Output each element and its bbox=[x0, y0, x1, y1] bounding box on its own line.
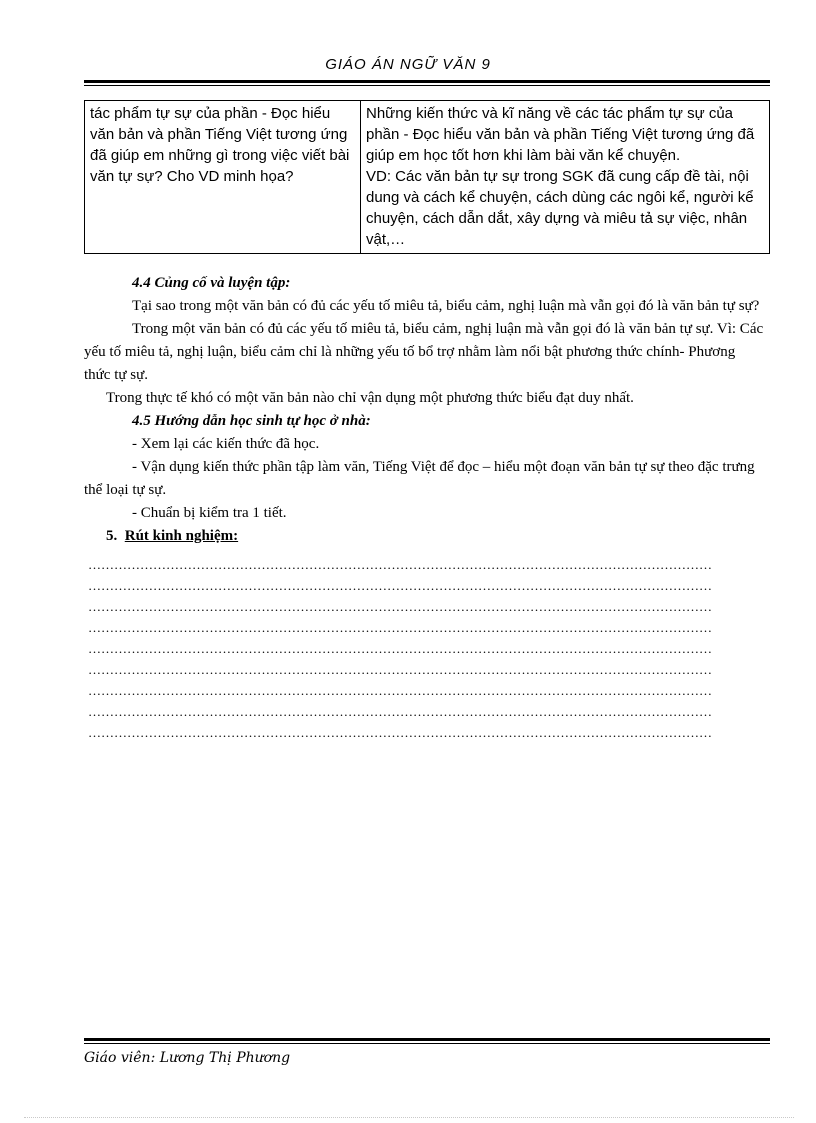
lesson-body bbox=[84, 272, 764, 743]
dotted-line: ……………………………………………………………………………………………………………………………… bbox=[88, 599, 712, 614]
dotted-line: ……………………………………………………………………………………………………………………………… bbox=[88, 578, 712, 593]
footer-teacher-name: Giáo viên: Lương Thị Phương bbox=[84, 1050, 291, 1066]
dotted-line: ……………………………………………………………………………………………………………………………… bbox=[88, 641, 712, 656]
footer-rule-thin bbox=[84, 1043, 770, 1044]
section-5-title: Rút kinh nghiệm: bbox=[124, 528, 239, 544]
dotted-line: ……………………………………………………………………………………………………………………………… bbox=[88, 620, 712, 635]
homework-item: - Chuẩn bị kiểm tra 1 tiết. bbox=[132, 505, 287, 521]
header-rule-thick bbox=[84, 80, 770, 83]
dotted-line: ……………………………………………………………………………………………………………………………… bbox=[88, 683, 712, 698]
section-4-5-heading: 4.5 Hướng dẫn học sinh tự học ở nhà: bbox=[132, 413, 371, 429]
qa-table bbox=[84, 100, 770, 254]
answer-cell bbox=[361, 101, 770, 254]
section-5-heading bbox=[84, 525, 764, 548]
notes-dotted-lines bbox=[84, 554, 764, 743]
question-cell: tác phẩm tự sự của phần - Đọc hiểu văn bản và phần Tiếng Việt tương ứng đã giúp em những gì trong việc viết bài văn tự sự? Cho VD minh họa? bbox=[85, 101, 361, 254]
section-4-4-note: Trong thực tế khó có một văn bản nào chỉ vận dụng một phương thức biểu đạt duy nhất. bbox=[106, 390, 634, 406]
footer-rule-thick bbox=[84, 1038, 770, 1041]
section-4-4-heading: 4.4 Củng cố và luyện tập: bbox=[132, 275, 291, 291]
homework-item: - Vận dụng kiến thức phần tập làm văn, Tiếng Việt để đọc – hiểu một đoạn văn bản tự sự theo đặc trưng thể loại tự sự. bbox=[84, 459, 755, 498]
answer-text: Những kiến thức và kĩ năng về các tác phẩm tự sự của phần - Đọc hiểu văn bản và phần Tiếng Việt tương ứng đã giúp em học tốt hơn khi làm bài văn kể chuyện. bbox=[366, 105, 755, 164]
dotted-line: ……………………………………………………………………………………………………………………………… bbox=[88, 557, 712, 572]
section-5-number: 5. bbox=[106, 528, 118, 544]
table-row bbox=[85, 101, 770, 254]
section-4-4-question: Tại sao trong một văn bản có đủ các yếu tố miêu tả, biểu cảm, nghị luận mà vẫn gọi đó là văn bản tự sự? bbox=[132, 298, 760, 314]
page-bottom-border bbox=[24, 1117, 794, 1119]
homework-item: - Xem lại các kiến thức đã học. bbox=[132, 436, 320, 452]
answer-example: VD: Các văn bản tự sự trong SGK đã cung cấp đề tài, nội dung và cách kể chuyện, cách dùng các ngôi kể, người kể chuyện, cách dẫn dắt, xây dựng và miêu tả sự việc, nhân vật,… bbox=[366, 168, 754, 248]
section-4-4-answer: Trong một văn bản có đủ các yếu tố miêu tả, biểu cảm, nghị luận mà vẫn gọi đó là văn bản tự sự. Vì: Các yếu tố miêu tả, nghị luận, biểu cảm chỉ là những yếu tố bổ trợ nhằm làm nổi bật phương thức chính- Phương thức tự sự. bbox=[84, 321, 764, 383]
dotted-line: ……………………………………………………………………………………………………………………………… bbox=[88, 725, 712, 740]
header-rule-thin bbox=[84, 85, 770, 86]
dotted-line: ……………………………………………………………………………………………………………………………… bbox=[88, 662, 712, 677]
page-header-title: GIÁO ÁN NGỮ VĂN 9 bbox=[325, 56, 491, 73]
dotted-line: ……………………………………………………………………………………………………………………………… bbox=[88, 704, 712, 719]
